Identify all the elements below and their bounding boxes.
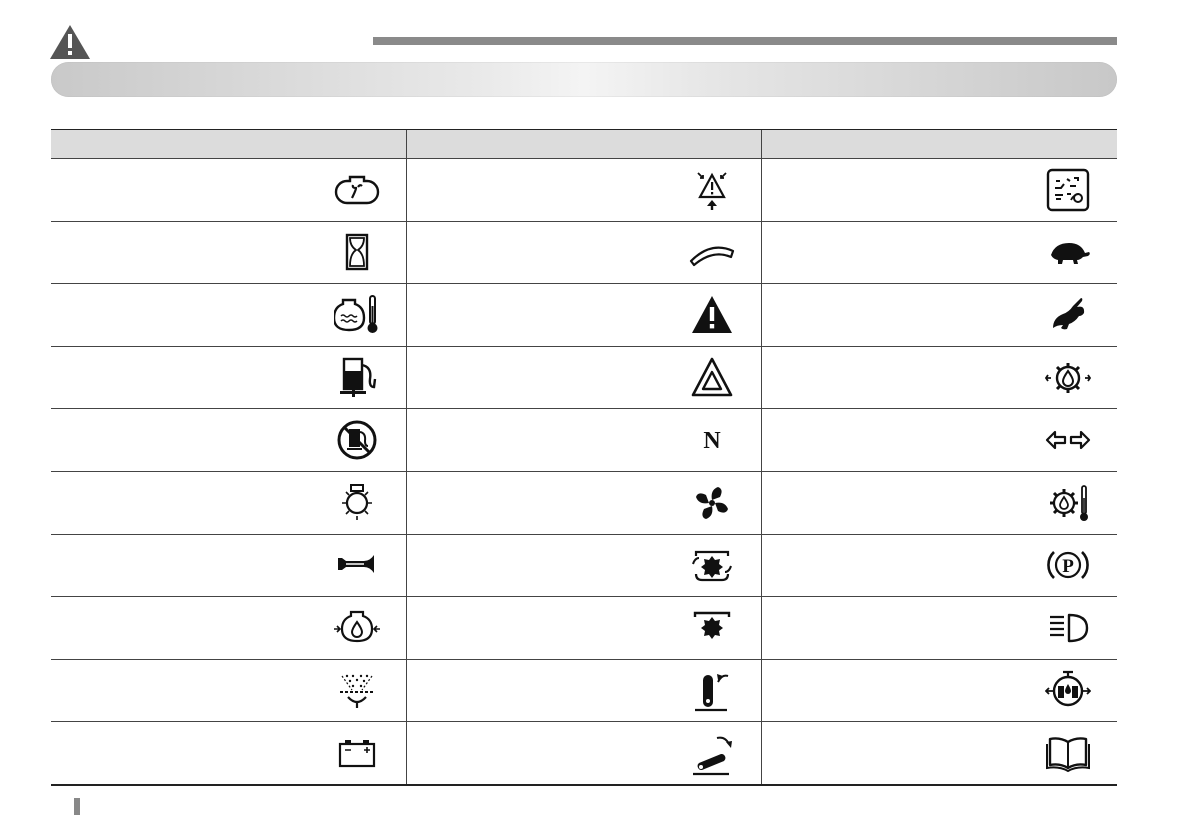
- symbol-cell: [762, 534, 1117, 597]
- parking-brake-icon: [1045, 542, 1091, 588]
- column-header: [406, 130, 761, 159]
- table-row: [51, 159, 1117, 222]
- parking-glyph: P: [1062, 556, 1074, 578]
- warning-triangle-icon: [49, 24, 91, 60]
- cooling-fan-icon: [689, 480, 735, 526]
- coolant-temperature-icon: [334, 292, 380, 338]
- symbol-cell: [406, 221, 761, 284]
- section-title-band: [51, 62, 1117, 97]
- table-row: [51, 346, 1117, 409]
- table-row: [51, 597, 1117, 660]
- symbol-cell: [762, 471, 1117, 534]
- symbol-cell: [51, 284, 406, 347]
- symbol-cell: [51, 471, 406, 534]
- hourglass-icon: [334, 229, 380, 275]
- warning-triangle-icon: [689, 292, 735, 338]
- symbol-cell: [762, 659, 1117, 722]
- turtle-slow-icon: [1045, 229, 1091, 275]
- neutral-icon: [689, 417, 735, 463]
- symbol-cell: [51, 722, 406, 785]
- table-row: [51, 659, 1117, 722]
- column-header: [51, 130, 406, 159]
- symbol-cell: [762, 221, 1117, 284]
- machine-control-pattern-icon: [1045, 167, 1091, 213]
- symbol-cell: [51, 221, 406, 284]
- work-light-icon: [334, 480, 380, 526]
- wiper-icon: [689, 229, 735, 275]
- symbol-cell: [762, 346, 1117, 409]
- windshield-washer-icon: [334, 668, 380, 714]
- table-row: [51, 221, 1117, 284]
- symbol-cell: [406, 471, 761, 534]
- symbol-cell: [51, 597, 406, 660]
- fuel-empty-warning-icon: [334, 417, 380, 463]
- symbol-cell: [51, 409, 406, 472]
- symbol-cell: [406, 534, 761, 597]
- high-beam-icon: [1045, 605, 1091, 651]
- fuel-level-icon: [334, 355, 380, 401]
- symbol-cell: [406, 722, 761, 785]
- column-header: [762, 130, 1117, 159]
- air-filter-icon: [689, 605, 735, 651]
- turn-signal-arrows-icon: [1045, 417, 1091, 463]
- symbol-table: [51, 129, 1117, 786]
- symbol-cell: [406, 659, 761, 722]
- symbol-cell: [762, 159, 1117, 222]
- symbol-cell: [51, 159, 406, 222]
- air-filter-clogged-icon: [689, 542, 735, 588]
- table-row: [51, 409, 1117, 472]
- rabbit-fast-icon: [1045, 292, 1091, 338]
- engine-oil-pressure-icon: [334, 605, 380, 651]
- operator-manual-icon: [1045, 730, 1091, 776]
- symbol-cell: [406, 409, 761, 472]
- symbol-cell: [406, 346, 761, 409]
- page-marker: [74, 798, 80, 815]
- hydraulic-oil-pressure-icon: [1045, 668, 1091, 714]
- hazard-lights-icon: [689, 355, 735, 401]
- symbol-cell: [51, 534, 406, 597]
- symbol-cell: [762, 284, 1117, 347]
- battery-charge-icon: [334, 730, 380, 776]
- hazard-warning-compact-icon: [689, 167, 735, 213]
- symbol-cell: [406, 597, 761, 660]
- table-row: [51, 534, 1117, 597]
- lever-lower-icon: [689, 730, 735, 776]
- symbol-cell: [406, 159, 761, 222]
- symbol-cell: [762, 597, 1117, 660]
- symbol-cell: [762, 722, 1117, 785]
- table-row: [51, 284, 1117, 347]
- table-row: [51, 471, 1117, 534]
- symbol-cell: [51, 659, 406, 722]
- transmission-oil-temperature-icon: [1045, 480, 1091, 526]
- table-header-row: [51, 130, 1117, 159]
- header-rule: [373, 37, 1117, 45]
- engine-preheat-icon: [334, 167, 380, 213]
- horn-icon: [334, 542, 380, 588]
- lever-raise-icon: [689, 668, 735, 714]
- neutral-glyph: N: [703, 428, 721, 455]
- table-row: [51, 722, 1117, 785]
- symbol-cell: [51, 346, 406, 409]
- symbol-cell: [762, 409, 1117, 472]
- transmission-oil-pressure-icon: [1045, 355, 1091, 401]
- symbol-cell: [406, 284, 761, 347]
